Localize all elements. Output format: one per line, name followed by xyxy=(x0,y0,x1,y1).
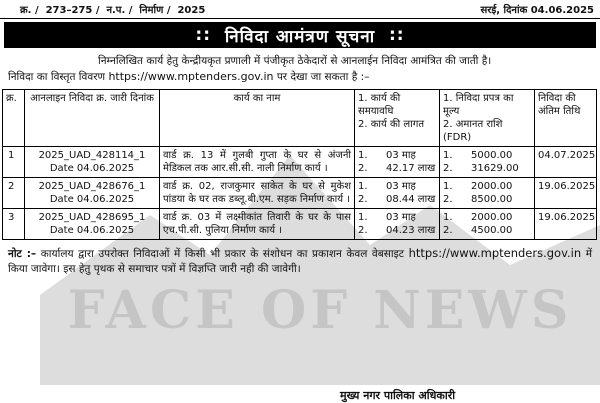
notice-title: निविदा आमंत्रण सूचना xyxy=(224,26,376,47)
place-date: सरई, दिनांक 04.06.2025 xyxy=(480,5,594,16)
banner-decoration-left: :: xyxy=(195,25,211,45)
row-form-fdr: 1. 2000.00 2. 8500.00 xyxy=(440,178,535,209)
note-text-2: में किया जावेगा। इस हेतु पृथक से समाचार पत्रों में विज्ञप्ति जारी नही की जावेगी। xyxy=(8,248,592,275)
table-row xyxy=(3,147,597,178)
banner-decoration-right: :: xyxy=(389,25,405,45)
row-form-fdr: 1. 2000.00 2. 4500.00 xyxy=(440,209,535,240)
header-work-name: कार्य का नाम xyxy=(160,90,355,147)
row-form-fdr: 1. 5000.00 2. 31629.00 xyxy=(440,147,535,178)
note-website-link[interactable]: https://www.mptenders.gov.in xyxy=(408,246,582,260)
header-form-fdr: 1. निविदा प्रपत्र का मूल्य 2. अमानत राशि (FDR) xyxy=(440,90,535,147)
row-period-cost: 1. 03 माह 2. 04.23 लाख xyxy=(355,209,440,240)
reference-line xyxy=(0,0,600,19)
table-row xyxy=(3,178,597,209)
table-row xyxy=(3,209,597,240)
intro-line-2: निविदा का विस्तृत विवरण https://www.mptenders.gov.in पर देखा जा सकता है :– xyxy=(8,70,370,83)
table-header-row xyxy=(3,90,597,147)
row-period-cost: 1. 03 माह 2. 08.44 लाख xyxy=(355,178,440,209)
row-period-cost: 1. 03 माह 2. 42.17 लाख xyxy=(355,147,440,178)
note-label: नोट :– xyxy=(8,248,37,260)
reference-number: क्र. / 273–275 / न.प. / निर्माण / 2025 xyxy=(20,5,206,16)
watermark-text: FACE OF NEWS xyxy=(67,280,573,341)
row-work-name: वार्ड क्र. 13 में गुलबी गुप्ता के घर से अंजनी मेडिकल तक आर.सी.सी. नाली निर्माण कार्य । xyxy=(160,147,355,178)
row-tender-id: 2025_UAD_428695_1 Date 04.06.2025 xyxy=(25,209,160,240)
intro-paragraph xyxy=(0,48,600,85)
intro-line-1: निम्नलिखित कार्य हेतु केन्द्रीयकृत प्रणाली में पंजीकृत ठेकेदारों से आनलाईन निविदा आमंत्रित की जाती है। xyxy=(98,55,492,67)
header-serial: क्र. xyxy=(3,90,25,147)
row-tender-id: 2025_UAD_428676_1 Date 04.06.2025 xyxy=(25,178,160,209)
header-last-date: निविदा की अंतिम तिथि xyxy=(535,90,597,147)
row-work-name: वार्ड क्र. 03 में लक्ष्मीकांत तिवारी के घर के पास एच.पी.सी. पुलिया निर्माण कार्य । xyxy=(160,209,355,240)
row-serial: 2 xyxy=(3,178,25,209)
header-tender-number: आनलाइन निविदा क्र. जारी दिनांक xyxy=(25,90,160,147)
row-work-name: वार्ड क्र. 02, राजकुमार साकेत के घर से मुकेश पांडया के घर तक डब्लू.बी.एम. सड़क निर्माण कार्य । xyxy=(160,178,355,209)
row-last-date: 19.06.2025 xyxy=(535,209,597,240)
tender-website-link[interactable]: https://www.mptenders.gov.in xyxy=(108,70,274,83)
row-serial: 3 xyxy=(3,209,25,240)
row-serial: 1 xyxy=(3,147,25,178)
note-paragraph xyxy=(0,240,600,277)
row-last-date: 04.07.2025 xyxy=(535,147,597,178)
signature-title: मुख्य नगर पालिका अधिकारी xyxy=(340,389,456,402)
row-last-date: 19.06.2025 xyxy=(535,178,597,209)
tender-table xyxy=(2,89,597,240)
notice-title-banner xyxy=(4,22,596,48)
note-text-1: कार्यालय द्वारा उपरोक्त निविदाओं में किसी भी प्रकार के संशोधन का प्रकाशन केवल वेबसाइट xyxy=(40,248,405,260)
header-period-cost: 1. कार्य की समयावधि 2. कार्य की लागत xyxy=(355,90,440,147)
row-tender-id: 2025_UAD_428114_1 Date 04.06.2025 xyxy=(25,147,160,178)
